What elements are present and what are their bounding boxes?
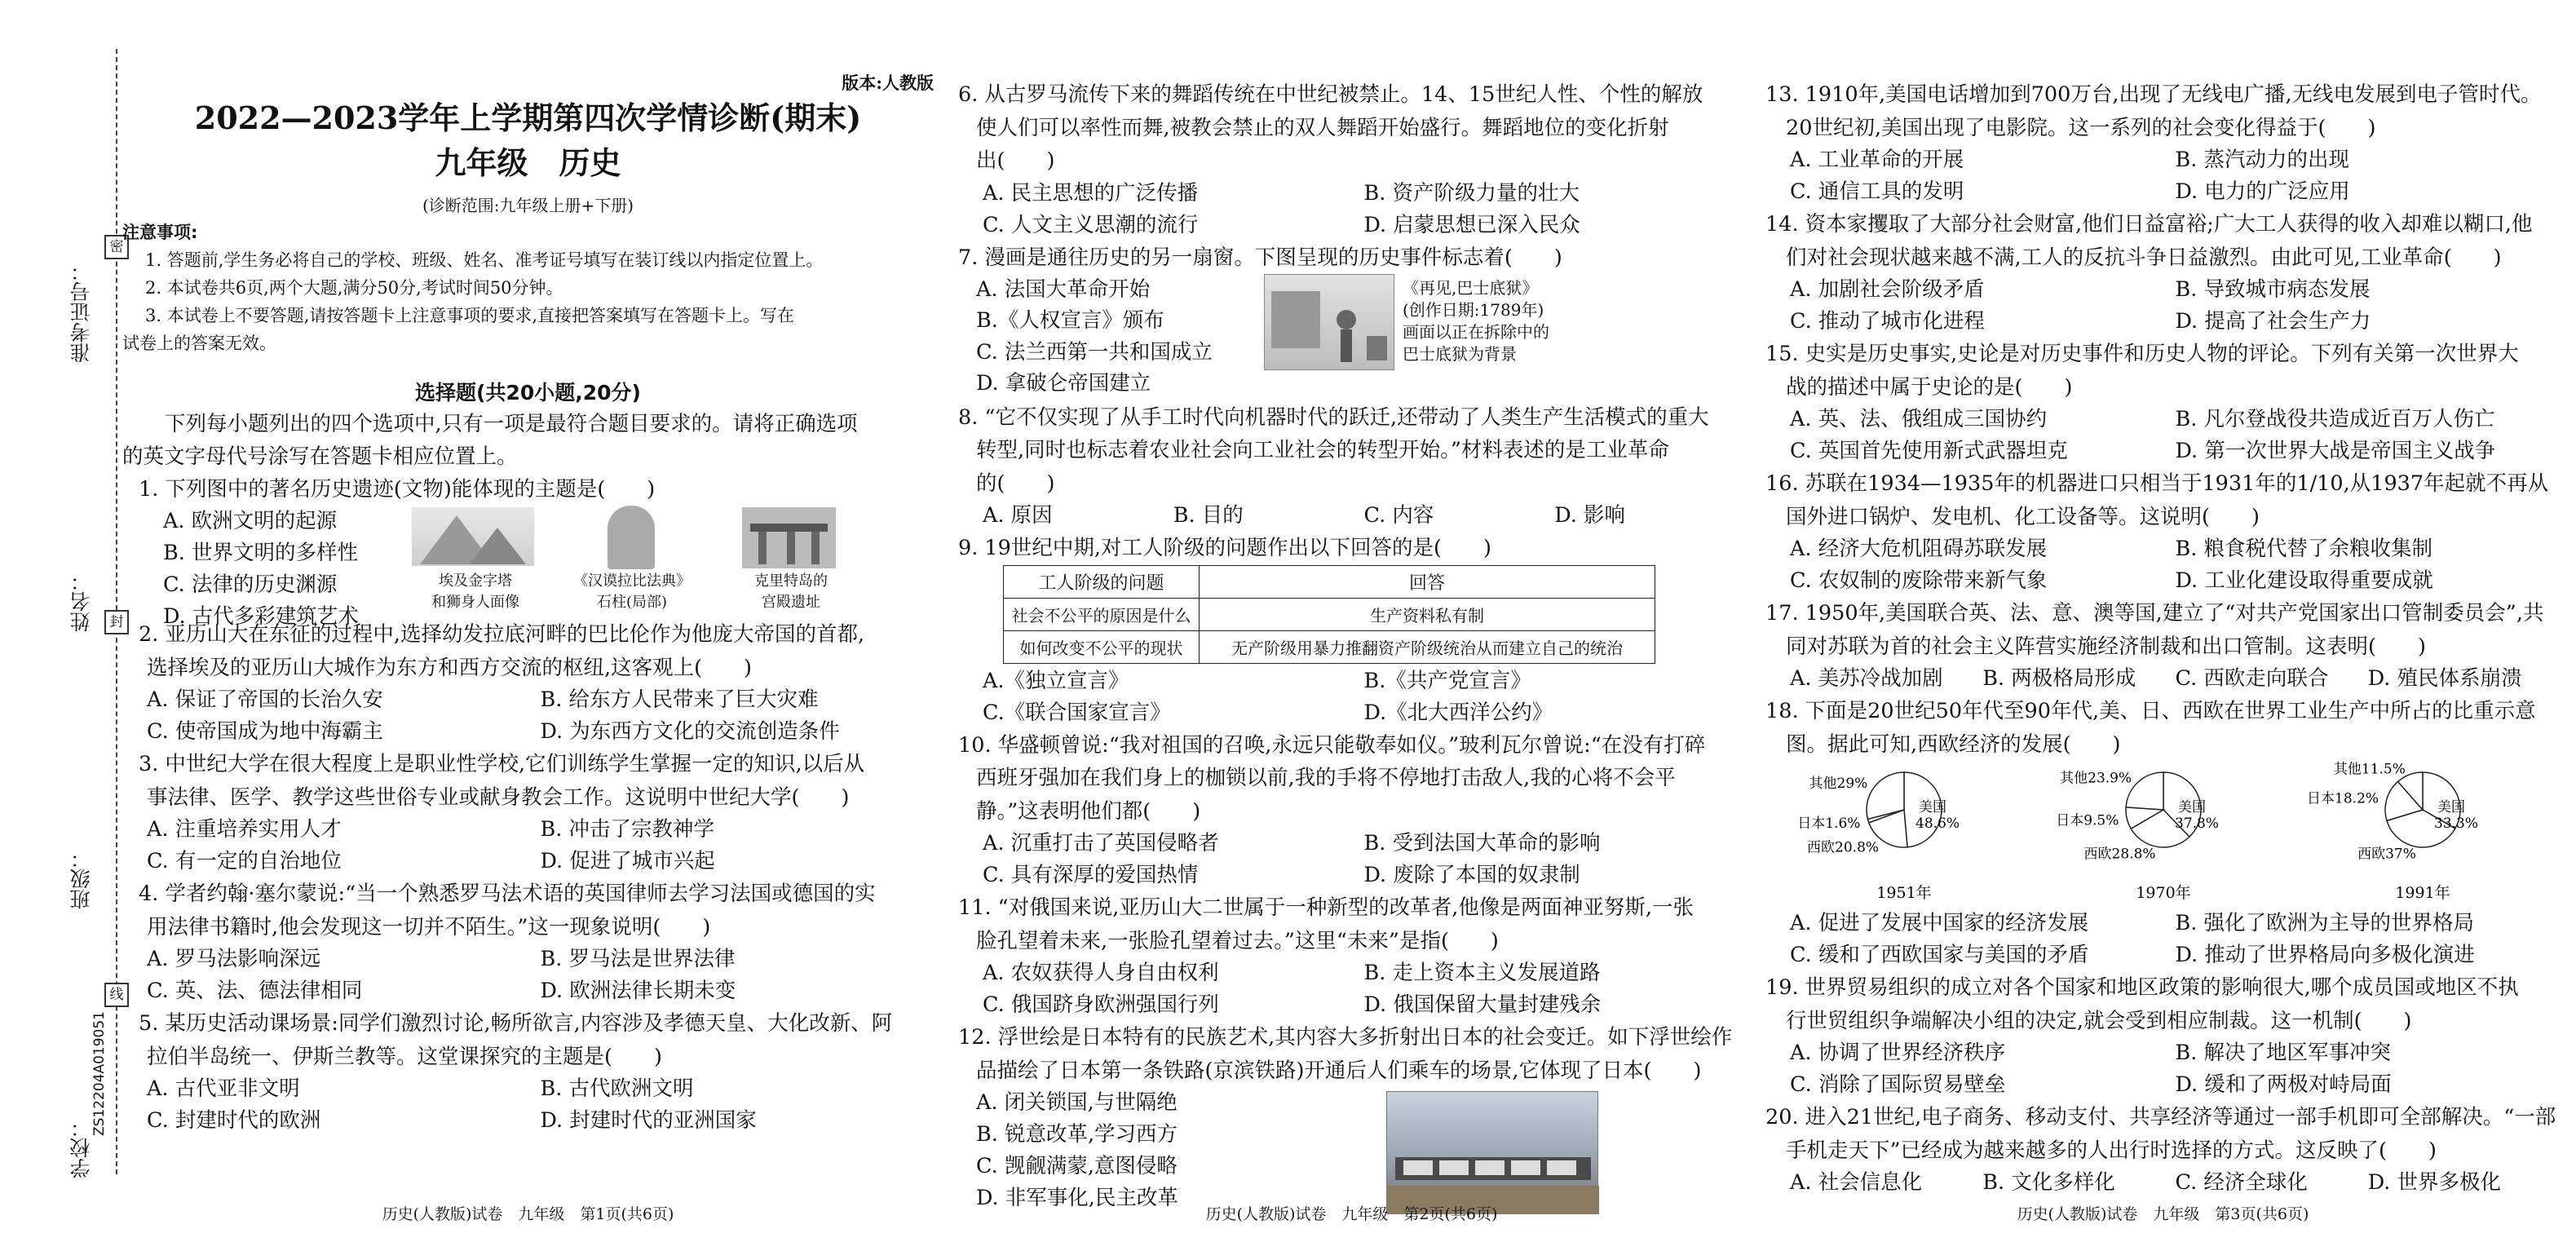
slice-label: 美国 33.3% xyxy=(2434,799,2479,832)
option: A. 工业革命的开展 xyxy=(1790,148,1964,172)
page-2 xyxy=(958,0,1745,1242)
option: B. 凡尔登战役共造成近百万人伤亡 xyxy=(2175,407,2495,431)
question-stem: 使人们可以率性而舞,被教会禁止的双人舞蹈开始盛行。舞蹈地位的变化折射 xyxy=(976,115,1669,140)
question-9 xyxy=(958,532,1745,729)
option: D. 拿破仑帝国建立 xyxy=(976,371,1151,396)
table-header: 工人阶级的问题 xyxy=(1004,565,1200,598)
question-stem: 4. 学者约翰·塞尔蒙说:“当一个熟悉罗马法术语的英国律师去学习法国或德国的实 xyxy=(139,882,876,906)
pyramid-image xyxy=(412,507,534,566)
year-label: 1991年 xyxy=(2395,884,2450,902)
options xyxy=(958,957,1745,1021)
option: A. 民主思想的广泛传播 xyxy=(983,180,1199,206)
pie-chart xyxy=(2300,761,2545,904)
table-cell: 如何改变不公平的现状 xyxy=(1004,630,1200,663)
caption-line: 克里特岛的 xyxy=(754,572,828,590)
seal-mark: 封 xyxy=(104,610,129,634)
slice-label: 其他11.5% xyxy=(2333,761,2406,778)
page-subtitle: 九年级 历史 xyxy=(435,144,621,181)
option: C. 具有深厚的爱国热情 xyxy=(983,863,1199,887)
school-label: 学校： xyxy=(69,1117,93,1178)
option: C. 英、法、德法律相同 xyxy=(147,979,363,1003)
question-stem: 9. 19世纪中期,对工人阶级的问题作出以下回答的是( ) xyxy=(958,536,1491,560)
options xyxy=(976,1087,1178,1214)
table-cell: 社会不公平的原因是什么 xyxy=(1004,598,1200,630)
section-heading: 选择题(共20小题,20分) xyxy=(415,381,641,404)
option: D. 推动了世界格局向多极化演进 xyxy=(2175,943,2475,967)
option: A. 法国大革命开始 xyxy=(976,276,1151,302)
questions-col-3 xyxy=(1765,78,2561,1199)
options xyxy=(1765,274,2561,338)
option: D. 缓和了两极对峙局面 xyxy=(2175,1072,2392,1097)
question-stem: 用法律书籍时,他会发现这一切并不陌生。”这一现象说明( ) xyxy=(147,914,711,939)
questions-col-2 xyxy=(958,78,1745,1217)
option: D. 第一次世界大战是帝国主义战争 xyxy=(2175,439,2496,463)
page-footer: 历史(人教版)试卷 九年级 第3页(共6页) xyxy=(2017,1205,2309,1223)
caption-line: (创作日期:1789年) xyxy=(1403,299,1544,320)
page-title: 2022—2023学年上学期第四次学情诊断(期末) xyxy=(194,99,862,136)
question-stem: 转型,同时也标志着农业社会向工业社会的转型开始。”材料表述的是工业革命 xyxy=(976,438,1669,462)
slice-label: 美国 48.6% xyxy=(1915,799,1960,832)
question-6 xyxy=(958,78,1745,241)
option: D.《北大西洋公约》 xyxy=(1363,700,1553,725)
question-stem: 11. “对俄国来说,亚历山大二世属于一种新型的改革者,他像是两面神亚努斯,一张 xyxy=(958,895,1695,920)
option: A. 原因 xyxy=(983,503,1053,528)
options xyxy=(958,828,1745,891)
note-item: 1. 答题前,学生务必将自己的学校、班级、姓名、准考证号填写在装订线以内指定位置上。 xyxy=(145,250,824,270)
question-stem: 图。据此可知,西欧经济的发展( ) xyxy=(1786,731,2121,757)
table-header: 回答 xyxy=(1200,565,1655,598)
option: D. 工业化建设取得重要成就 xyxy=(2175,568,2433,593)
questions-col-1 xyxy=(122,408,934,1137)
question-5 xyxy=(122,1007,934,1137)
options xyxy=(958,500,1745,532)
question-stem: 12. 浮世绘是日本特有的民族艺术,其内容大多折射出日本的社会变迁。如下浮世绘作 xyxy=(958,1025,1733,1050)
question-13 xyxy=(1765,78,2561,208)
option: A. 经济大危机阻碍苏联发展 xyxy=(1790,537,2048,561)
question-stem: 13. 1910年,美国电话增加到700万台,出现了无线电广播,无线电发展到电子管时代。 xyxy=(1765,82,2542,107)
question-1 xyxy=(122,473,934,629)
option: A. 闭关锁国,与世隔绝 xyxy=(976,1090,1178,1115)
options xyxy=(122,814,934,877)
question-stem: 行世贸组织争端解决小组的决定,就会受到相应制裁。这一机制( ) xyxy=(1786,1008,2412,1033)
slice-label: 日本9.5% xyxy=(2056,812,2119,829)
option: B. 冲击了宗教神学 xyxy=(540,817,714,842)
question-stem: 战的描述中属于史论的是( ) xyxy=(1786,374,2073,400)
pie-chart xyxy=(1782,761,2026,904)
question-stem: 静。”这表明他们都( ) xyxy=(976,798,1201,824)
options xyxy=(122,684,934,748)
question-17 xyxy=(1765,597,2561,695)
question-stem: 17. 1950年,美国联合英、法、意、澳等国,建立了“对共产党国家出口管制委员会”,共 xyxy=(1765,601,2544,625)
option: B. 锐意改革,学习西方 xyxy=(976,1122,1178,1147)
options xyxy=(122,944,934,1007)
page-footer: 历史(人教版)试卷 九年级 第1页(共6页) xyxy=(382,1205,674,1223)
caption-line: 石柱(局部) xyxy=(596,594,668,611)
option: C. 英国首先使用新式武器坦克 xyxy=(1790,439,2068,463)
option: D. 俄国保留大量封建残余 xyxy=(1363,992,1602,1017)
option: D. 封建时代的亚洲国家 xyxy=(540,1108,757,1133)
question-stem: 20. 进入21世纪,电子商务、移动支付、共享经济等通过一部手机即可全部解决。“一部 xyxy=(1765,1105,2556,1129)
option: A. 欧洲文明的起源 xyxy=(163,509,338,533)
version-label: 版本:人教版 xyxy=(842,73,934,93)
table-cell: 无产阶级用暴力推翻资产阶级统治从而建立自己的统治 xyxy=(1200,630,1655,663)
question-stem: 14. 资本家攫取了大部分社会财富,他们日益富裕;广大工人获得的收入却难以糊口,他 xyxy=(1765,212,2533,236)
question-stem: 手机走天下”已经成为越来越多的人出行时选择的方式。这反映了( ) xyxy=(1786,1138,2437,1163)
palace-ruins-image xyxy=(742,507,836,568)
options xyxy=(122,1073,934,1137)
table-cell: 生产资料私有制 xyxy=(1200,598,1655,630)
option: D. 提高了社会生产力 xyxy=(2175,309,2371,334)
option: A. 社会信息化 xyxy=(1790,1170,1923,1195)
option: D. 为东西方文化的交流创造条件 xyxy=(540,719,840,744)
option: A. 美苏冷战加剧 xyxy=(1790,666,1943,691)
question-2 xyxy=(122,618,934,748)
question-15 xyxy=(1765,338,2561,467)
question-stem: 的( ) xyxy=(976,471,1055,496)
page-1 xyxy=(122,0,934,1242)
option: B. 罗马法是世界法律 xyxy=(540,947,736,971)
question-stem: 们对社会现状越来越不满,工人的反抗斗争日益激烈。由此可见,工业革命( ) xyxy=(1786,245,2502,270)
year-label: 1951年 xyxy=(1876,884,1932,902)
option: B. 古代欧洲文明 xyxy=(540,1076,694,1101)
question-stem: 西班牙强加在我们身上的枷锁以前,我的手将不停地打击敌人,我的心将不会平 xyxy=(976,766,1676,790)
question-stem: 15. 史实是历史事实,史论是对历史事件和历史人物的评论。下列有关第一次世界大 xyxy=(1765,342,2519,366)
question-18 xyxy=(1765,695,2561,971)
binding-strip xyxy=(0,0,122,1242)
question-stem: 出( ) xyxy=(976,148,1055,173)
year-label: 1970年 xyxy=(2136,884,2191,902)
slice-label: 西欧20.8% xyxy=(1807,839,1880,856)
caption-line: 和狮身人面像 xyxy=(431,594,519,611)
cartoon-caption xyxy=(1403,277,1549,365)
option: B. 走上资本主义发展道路 xyxy=(1363,961,1601,985)
option: C. 西欧走向联合 xyxy=(2175,666,2329,691)
pie-charts xyxy=(1782,761,2561,908)
option: C. 使帝国成为地中海霸主 xyxy=(147,719,383,744)
name-label: 姓名： xyxy=(69,571,93,632)
option: C. 消除了国际贸易壁垒 xyxy=(1790,1072,2006,1097)
option: B. 文化多样化 xyxy=(1982,1170,2115,1195)
options xyxy=(1765,663,2561,695)
option: A. 罗马法影响深远 xyxy=(147,947,321,971)
question-stem: 脸孔望着未来,一张脸孔望着过去。”这里“未来”是指( ) xyxy=(976,928,1499,953)
caption-line: 宫殿遗址 xyxy=(762,594,820,611)
options xyxy=(976,274,1213,400)
notes-block xyxy=(122,219,934,357)
image-caption xyxy=(555,571,709,613)
option: B. 导致城市病态发展 xyxy=(2175,277,2371,302)
options xyxy=(1765,1037,2561,1101)
question-19 xyxy=(1765,971,2561,1101)
option: C. 内容 xyxy=(1363,503,1434,528)
option: A. 英、法、俄组成三国协约 xyxy=(1790,407,2048,431)
option: C.《联合国家宣言》 xyxy=(983,700,1171,725)
option: A.《独立宣言》 xyxy=(983,668,1129,693)
option: B.《共产党宣言》 xyxy=(1363,668,1531,693)
notes-title: 注意事项: xyxy=(122,223,198,242)
option: D. 促进了城市兴起 xyxy=(540,849,715,873)
option: B. 强化了欧洲为主导的世界格局 xyxy=(2175,911,2474,935)
option: C. 缓和了西欧国家与美国的矛盾 xyxy=(1790,943,2089,967)
option: B. 蒸汽动力的出现 xyxy=(2175,148,2349,172)
question-11 xyxy=(958,891,1745,1021)
option: B. 解决了地区军事冲突 xyxy=(2175,1041,2391,1065)
question-stem: 19. 世界贸易组织的成立对各个国家和地区政策的影响很大,哪个成员国或地区不执 xyxy=(1765,975,2519,1000)
question-14 xyxy=(1765,208,2561,338)
option: D. 古代多彩建筑艺术 xyxy=(163,604,359,629)
options xyxy=(958,665,1745,729)
option: C. 法律的历史渊源 xyxy=(163,572,338,597)
question-10 xyxy=(958,729,1745,892)
option: C. 经济全球化 xyxy=(2175,1170,2308,1195)
slice-label: 其他23.9% xyxy=(2060,770,2132,787)
option: D. 影响 xyxy=(1554,503,1625,528)
question-4 xyxy=(122,877,934,1007)
option: D. 欧洲法律长期未变 xyxy=(540,979,736,1003)
question-8 xyxy=(958,401,1745,533)
question-stem: 7. 漫画是通往历史的另一扇窗。下图呈现的历史事件标志着( ) xyxy=(958,245,1562,270)
question-stem: 拉伯半岛统一、伊斯兰教等。这堂课探究的主题是( ) xyxy=(147,1044,662,1069)
question-stem: 同对苏联为首的社会主义阵营实施经济制裁和出口管制。这表明( ) xyxy=(1786,634,2426,659)
exam-no-label: 准考证号： xyxy=(69,261,93,363)
slice-label: 日本1.6% xyxy=(1797,815,1861,833)
pie-chart xyxy=(2041,761,2286,904)
question-stem: 6. 从古罗马流传下来的舞蹈传统在中世纪被禁止。14、15世纪人性、个性的解放 xyxy=(958,82,1703,107)
question-stem: 18. 下面是20世纪50年代至90年代,美、日、西欧在世界工业生产中所占的比重示意 xyxy=(1765,699,2536,723)
question-stem: 事法律、医学、教学这些世俗专业或献身教会工作。这说明中世纪大学( ) xyxy=(147,785,850,810)
options xyxy=(1765,404,2561,467)
question-stem: 国外进口锅炉、发电机、化工设备等。这说明( ) xyxy=(1786,504,2260,529)
caption-line: 埃及金字塔 xyxy=(439,572,512,590)
options xyxy=(1765,533,2561,597)
option: A. 古代亚非文明 xyxy=(147,1076,300,1101)
page-3 xyxy=(1765,0,2561,1242)
slice-label: 西欧28.8% xyxy=(2083,846,2156,863)
intro-line: 下列每小题列出的四个选项中,只有一项是最符合题目要求的。请将正确选项 xyxy=(165,412,858,436)
options xyxy=(1765,144,2561,208)
option: B. 受到法国大革命的影响 xyxy=(1363,831,1601,855)
seal-mark: 线 xyxy=(104,983,129,1007)
code-stele-image xyxy=(608,506,655,569)
option: C. 俄国跻身欧洲强国行列 xyxy=(983,992,1219,1017)
option: A. 沉重打击了英国侵略者 xyxy=(983,831,1219,855)
options xyxy=(1765,908,2561,971)
question-stem: 5. 某历史活动课场景:同学们激烈讨论,畅所欲言,内容涉及孝德天皇、大化改新、阿 xyxy=(139,1011,893,1036)
option: A. 促进了发展中国家的经济发展 xyxy=(1790,911,2089,935)
question-16 xyxy=(1765,467,2561,597)
intro-line: 的英文字母代号涂写在答题卡相应位置上。 xyxy=(122,444,518,469)
cartoon-image xyxy=(1264,274,1394,370)
options xyxy=(958,178,1745,241)
caption-line: 巴士底狱为背景 xyxy=(1403,343,1517,364)
option: D. 非军事化,民主改革 xyxy=(976,1186,1178,1210)
question-12 xyxy=(958,1021,1745,1217)
question-stem: 10. 华盛顿曾说:“我对祖国的召唤,永远只能敬奉如仪。”玻利瓦尔曾说:“在没有打碎 xyxy=(958,732,1706,758)
slice-label: 美国 37.8% xyxy=(2175,799,2220,832)
question-7 xyxy=(958,241,1745,401)
caption-line: 画面以正在拆除中的 xyxy=(1403,321,1549,342)
option: B. 粮食税代替了余粮收集制 xyxy=(2175,537,2432,561)
options xyxy=(1765,1167,2561,1199)
option: C. 有一定的自治地位 xyxy=(147,849,342,873)
question-stem: 3. 中世纪大学在很大程度上是职业性学校,它们训练学生掌握一定的知识,以后从 xyxy=(139,752,865,776)
option: B. 给东方人民带来了巨大灾难 xyxy=(540,687,819,712)
seal-mark: 密 xyxy=(104,235,129,259)
class-label: 班级： xyxy=(69,848,93,909)
note-item: 2. 本试卷共6页,两个大题,满分50分,考试时间50分钟。 xyxy=(145,278,563,298)
options xyxy=(163,506,359,633)
option: D. 殖民体系崩溃 xyxy=(2367,666,2522,691)
option: C. 封建时代的欧洲 xyxy=(147,1108,321,1133)
slice-label: 西欧37% xyxy=(2357,846,2416,863)
slice-label: 日本18.2% xyxy=(2307,790,2379,807)
question-stem: 20世纪初,美国出现了电影院。这一系列的社会变化得益于( ) xyxy=(1786,115,2376,140)
option: C. 推动了城市化进程 xyxy=(1790,309,1985,334)
option: A. 注重培养实用人才 xyxy=(147,817,342,842)
slice-label: 其他29% xyxy=(1809,775,1868,792)
option: C. 农奴制的废除带来新气象 xyxy=(1790,568,2048,593)
option: A. 加剧社会阶级矛盾 xyxy=(1790,277,1985,302)
option: D. 废除了本国的奴隶制 xyxy=(1363,863,1580,887)
paper-code: ZS12204A019051 xyxy=(91,1011,108,1137)
option: C. 觊觎满蒙,意图侵略 xyxy=(976,1154,1178,1178)
option: A. 保证了帝国的长治久安 xyxy=(147,687,383,712)
option: A. 农奴获得人身自由权利 xyxy=(983,961,1219,985)
scope-note: (诊断范围:九年级上册+下册) xyxy=(422,196,634,215)
caption-line: 《再见,巴士底狱》 xyxy=(1403,277,1539,298)
page-footer: 历史(人教版)试卷 九年级 第2页(共6页) xyxy=(1205,1205,1498,1223)
option: B. 资产阶级力量的壮大 xyxy=(1363,180,1580,206)
option: D. 电力的广泛应用 xyxy=(2175,179,2350,204)
question-stem: 2. 亚历山大在东征的过程中,选择幼发拉底河畔的巴比伦作为他庞大帝国的首都, xyxy=(139,622,865,647)
option: B. 目的 xyxy=(1173,503,1244,528)
option: D. 启蒙思想已深入民众 xyxy=(1363,212,1580,237)
question-stem: 选择埃及的亚历山大城作为东方和西方交流的枢纽,这客观上( ) xyxy=(147,655,753,680)
question-stem: 品描绘了日本第一条铁路(京滨铁路)开通后人们乘车的场景,它体现了日本( ) xyxy=(976,1058,1702,1083)
option: C. 人文主义思潮的流行 xyxy=(983,212,1199,237)
option: C. 法兰西第一共和国成立 xyxy=(976,339,1213,365)
image-caption xyxy=(398,571,553,613)
note-item: 3. 本试卷上不要答题,请按答题卡上注意事项的要求,直接把答案填写在答题卡上。写在 xyxy=(145,306,795,325)
question-20 xyxy=(1765,1101,2561,1199)
question-stem: 1. 下列图中的著名历史遗迹(文物)能体现的主题是( ) xyxy=(139,477,656,502)
question-stem: 16. 苏联在1934—1935年的机器进口只相当于1931年的1/10,从1937年起就不再从 xyxy=(1765,471,2549,496)
caption-line: 《汉谟拉比法典》 xyxy=(573,572,691,590)
option: D. 世界多极化 xyxy=(2367,1170,2501,1195)
option: B.《人权宣言》颁布 xyxy=(976,308,1164,333)
note-item: 试卷上的答案无效。 xyxy=(122,334,276,353)
image-caption xyxy=(726,571,856,613)
option: A. 协调了世界经济秩序 xyxy=(1790,1041,2006,1065)
option: B. 世界文明的多样性 xyxy=(163,541,358,565)
question-3 xyxy=(122,748,934,877)
option: C. 通信工具的发明 xyxy=(1790,179,1964,204)
answer-table xyxy=(1003,565,1655,664)
ukiyo-e-image xyxy=(1386,1091,1598,1213)
option: B. 两极格局形成 xyxy=(1982,666,2136,691)
question-stem: 8. “它不仅实现了从手工时代向机器时代的跃迁,还带动了人类生产生活模式的重大 xyxy=(958,404,1709,430)
